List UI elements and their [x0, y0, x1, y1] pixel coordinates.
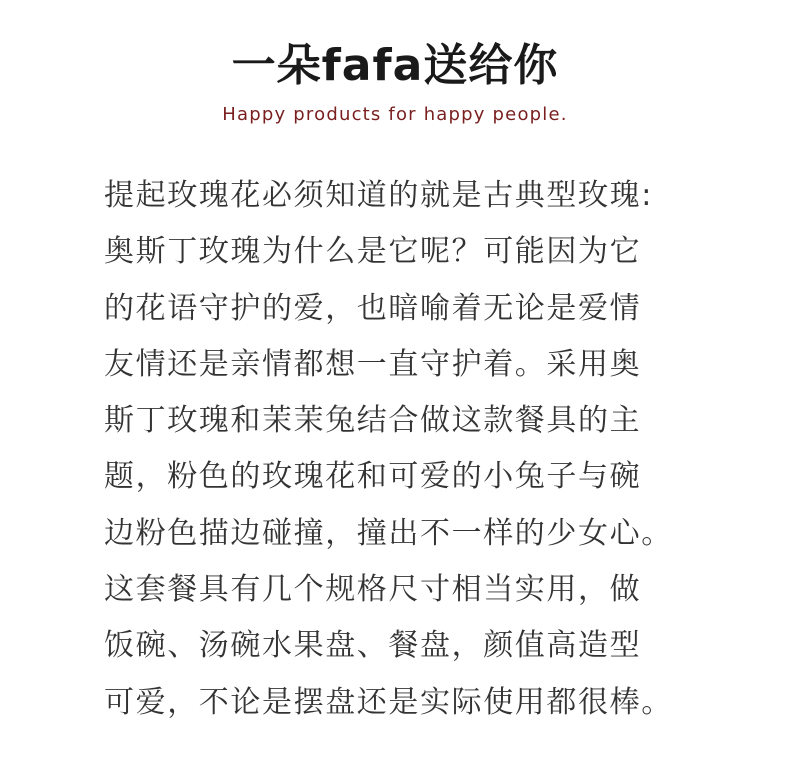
description-line: 可爱，不论是摆盘还是实际使用都很棒。: [104, 684, 673, 720]
description-line: 友情还是亲情都想一直守护着。采用奥: [104, 346, 642, 382]
description-line: 饭碗、汤碗水果盘、餐盘，颜值高造型: [104, 628, 642, 664]
description-line: 这套餐具有几个规格尺寸相当实用，做: [104, 572, 642, 608]
description-line: 斯丁玫瑰和茉茉兔结合做这款餐具的主: [104, 403, 642, 439]
description-line: 题，粉色的玫瑰花和可爱的小兔子与碗: [104, 459, 642, 495]
description-text: [104, 168, 724, 731]
page-subtitle: Happy products for happy people.: [222, 104, 568, 125]
page-title: 一朵fafa送给你: [231, 40, 559, 91]
description-line: 的花语守护的爱，也暗喻着无论是爱情: [104, 290, 642, 326]
description-line: 边粉色描边碰撞，撞出不一样的少女心。: [104, 515, 673, 551]
description-line: 提起玫瑰花必须知道的就是古典型玫瑰:: [104, 178, 653, 213]
description-line: 奥斯丁玫瑰为什么是它呢？可能因为它: [104, 234, 642, 270]
